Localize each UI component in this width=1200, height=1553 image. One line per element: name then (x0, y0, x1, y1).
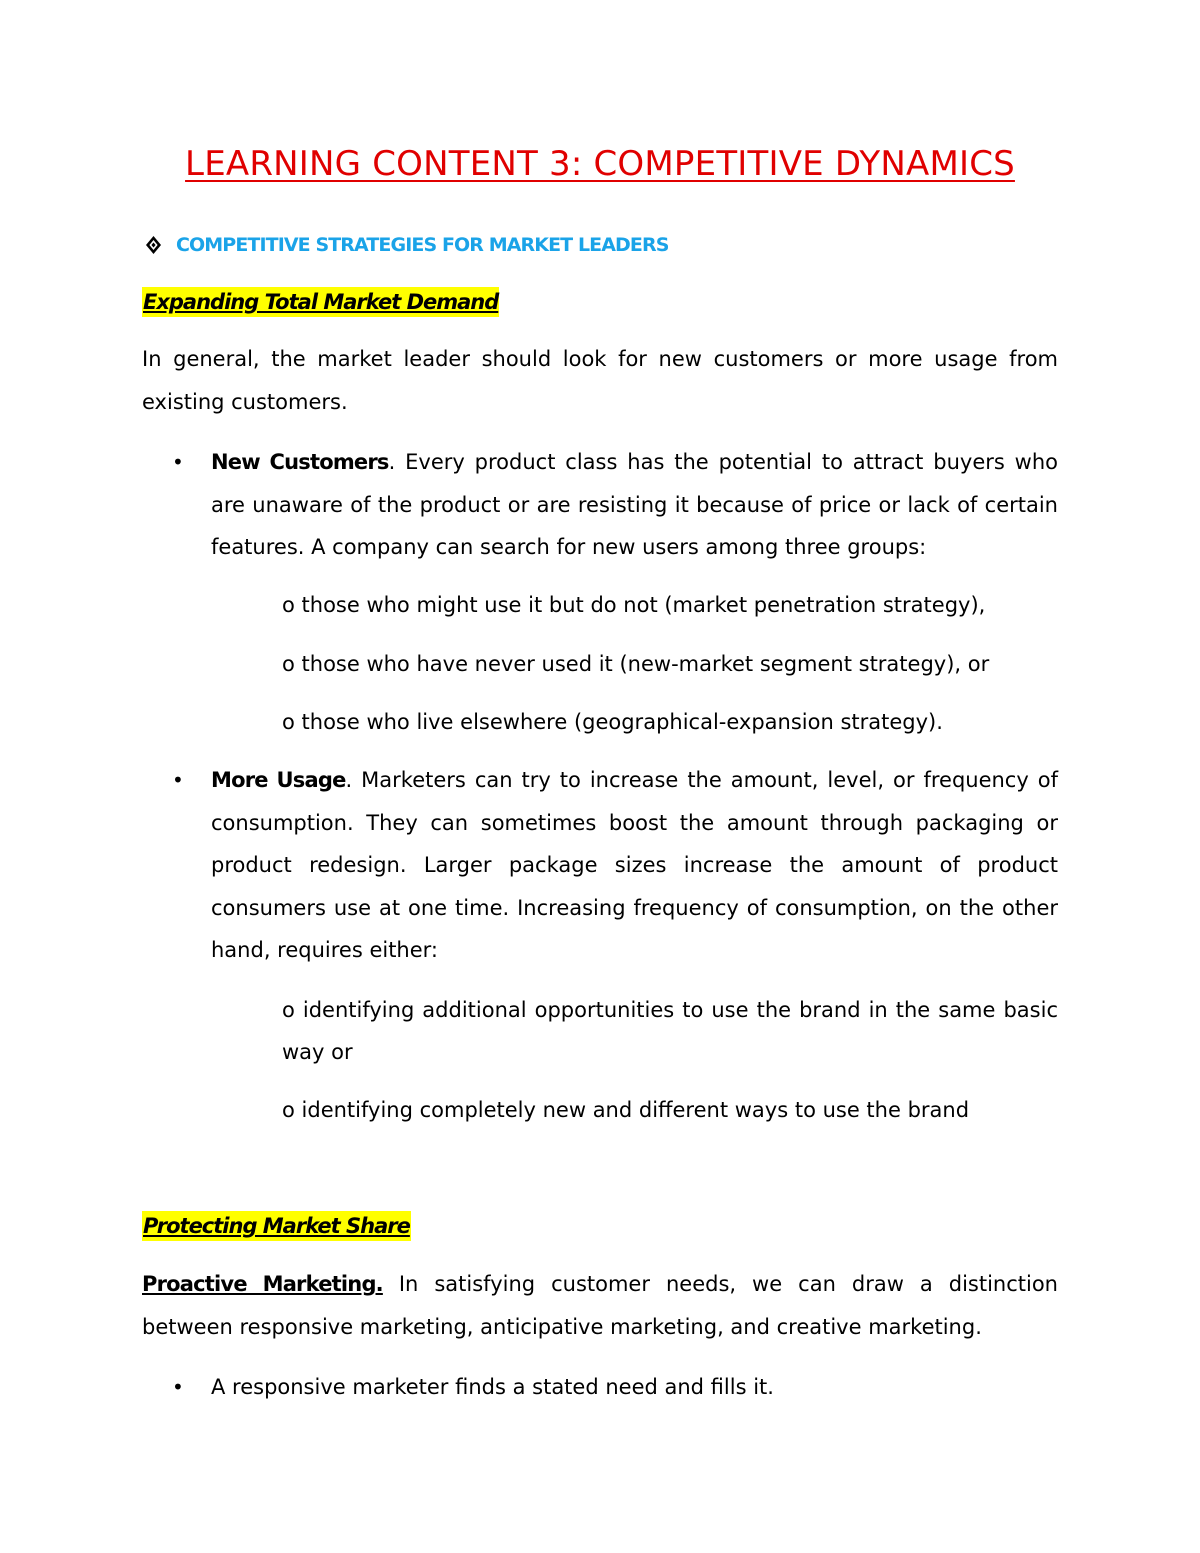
section-heading-protecting: Protecting Market Share (142, 1211, 411, 1241)
bullet-responsive-marketer: A responsive marketer finds a stated need and fills it. (211, 1375, 774, 1399)
section-heading-expanding: Expanding Total Market Demand (142, 287, 499, 317)
bullet-text-more-usage: . Marketers can try to increase the amount, level, or frequency of consumption. They can sometimes boost the amount through packaging or product redesign. Larger package sizes increase the amount of product consumers use at one time. Increasing frequency of consumption, on the other hand, requires either: (211, 768, 1058, 962)
bullet-dot: • (172, 450, 184, 474)
sub-item: o those who live elsewhere (geographical-expansion strategy). (282, 710, 943, 734)
sub-item: o identifying additional opportunities to use the brand in the same basic way or (282, 998, 1058, 1064)
sub-item: o identifying completely new and different ways to use the brand (282, 1098, 970, 1122)
bullet-more-usage (211, 759, 1058, 972)
bullet-dot: • (172, 1375, 184, 1399)
proactive-text: In satisfying customer needs, we can draw a distinction between responsive marketing, anticipative marketing, and creative marketing. (142, 1272, 1058, 1339)
strategy-heading-text: COMPETITIVE STRATEGIES FOR MARKET LEADERS (176, 234, 669, 256)
bullet-new-customers (211, 441, 1058, 569)
intro-paragraph: In general, the market leader should look for new customers or more usage from existing customers. (142, 347, 1058, 414)
bullet-text-new-customers: . Every product class has the potential to attract buyers who are unaware of the product or are resisting it because of price or lack of certain features. A company can search for new users among three groups: (211, 450, 1058, 559)
bullet-lead-new-customers: New Customers (211, 450, 389, 474)
bullet-dot: • (172, 768, 184, 792)
diamond-bullet-icon (144, 233, 163, 257)
sub-item: o those who have never used it (new-market segment strategy), or (282, 652, 990, 676)
proactive-paragraph (142, 1263, 1058, 1348)
page-title: LEARNING CONTENT 3: COMPETITIVE DYNAMICS (185, 144, 1015, 184)
bullet-lead-more-usage: More Usage (211, 768, 346, 792)
proactive-lead: Proactive Marketing. (142, 1272, 383, 1296)
strategy-heading (144, 233, 669, 257)
sub-item: o those who might use it but do not (market penetration strategy), (282, 593, 986, 617)
